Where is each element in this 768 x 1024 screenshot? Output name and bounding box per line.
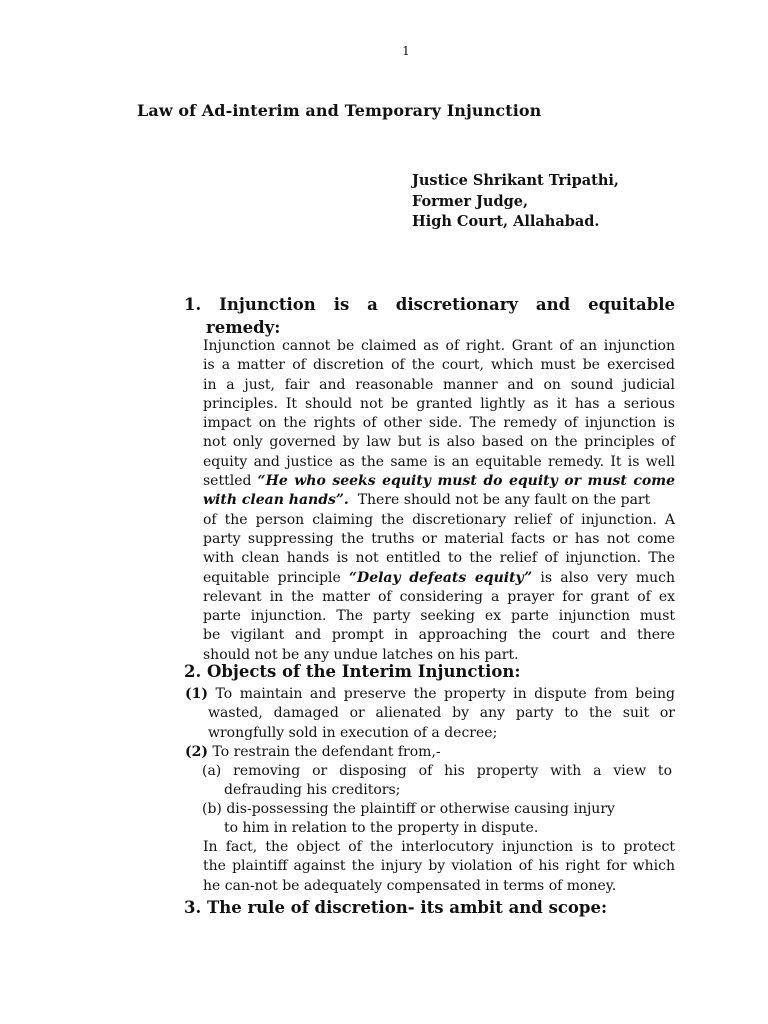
body-line: parte injunction. The party seeking ex parte injunction must [203, 608, 675, 625]
section-3-heading: 3. The rule of discretion- its ambit and scope: [184, 898, 608, 917]
body-line: he can-not be adequately compensated in terms of money. [203, 877, 617, 894]
body-line [202, 762, 672, 781]
body-line: the plaintiff against the injury by violation of his right for which [203, 858, 675, 875]
subitem-label: (b) [202, 801, 222, 817]
body-line: principles. It should not be granted lightly as it has a serious [203, 395, 675, 412]
body-text: removing or disposing of his property with a view to [233, 763, 672, 779]
author-court: High Court, Allahabad. [412, 213, 600, 230]
section-2-closing [203, 838, 675, 896]
body-line: relevant in the matter of considering a prayer for grant of ex [203, 588, 675, 605]
body-line: should not be any undue latches on his part. [203, 646, 519, 663]
body-line: In fact, the object of the interlocutory injunction is to protect [203, 839, 675, 855]
body-line [185, 743, 675, 762]
body-text: dis-possessing the plaintiff or otherwise causing injury [226, 801, 615, 817]
subitem-label: (a) [202, 763, 222, 779]
object-item-1 [185, 685, 675, 743]
object-subitem-b [202, 800, 672, 839]
body-line: wrongfully sold in execution of a decree; [208, 724, 498, 741]
body-line: wasted, damaged or alienated by any party to the suit or [208, 705, 675, 722]
body-text: settled [203, 473, 258, 490]
section-1-body [203, 337, 675, 665]
maxim-delay: “Delay defeats equity” [349, 569, 533, 586]
body-text: To maintain and preserve the property in dispute from being [215, 686, 676, 702]
author-role: Former Judge, [412, 192, 529, 210]
body-line: Injunction cannot be claimed as of right. Grant of an injunction [203, 338, 675, 354]
item-number: (2) [185, 744, 208, 760]
body-text: equitable principle [203, 569, 349, 586]
body-line: not only governed by law but is also based on the principles of [203, 434, 675, 451]
body-line [203, 569, 675, 588]
section-1-heading: 1. Injunction is a discretionary and equitable [184, 295, 675, 314]
body-line [203, 491, 675, 510]
object-subitem-a [202, 762, 672, 801]
maxim-clean-hands: “He who seeks equity must do equity or must come [257, 473, 675, 490]
author-block [412, 171, 619, 233]
body-line: party suppressing the truths or material facts or has not come [203, 530, 675, 547]
body-line: equity and justice as the same is an equitable remedy. It is well [203, 453, 675, 470]
body-text: There should not be any fault on the part [348, 492, 651, 509]
body-line: in a just, fair and reasonable manner and on sound judicial [203, 376, 675, 393]
body-line: of the person claiming the discretionary relief of injunction. A [203, 511, 675, 528]
section-1-heading-cont: remedy: [206, 318, 281, 337]
body-line: defrauding his creditors; [224, 782, 401, 799]
item-number: (1) [185, 686, 208, 702]
body-line: to him in relation to the property in dispute. [224, 820, 539, 837]
body-line [203, 472, 675, 491]
document-title: Law of Ad-interim and Temporary Injunction [137, 101, 542, 120]
body-text: To restrain the defendant from,- [212, 744, 441, 760]
page-number: 1 [402, 44, 410, 58]
author-name: Justice Shrikant Tripathi, [412, 172, 619, 189]
body-text: is also very much [532, 569, 676, 586]
section-2-heading: 2. Objects of the Interim Injunction: [184, 662, 521, 681]
object-item-2 [185, 743, 675, 762]
body-line: with clean hands is not entitled to the relief of injunction. The [203, 550, 675, 567]
body-line: is a matter of discretion of the court, which must be exercised [203, 357, 675, 374]
body-line [202, 800, 672, 819]
body-line [185, 685, 675, 704]
maxim-clean-hands-end: with clean hands”. [203, 492, 349, 509]
body-line: be vigilant and prompt in approaching the court and there [203, 627, 675, 644]
body-line: impact on the rights of other side. The remedy of injunction is [203, 415, 675, 432]
